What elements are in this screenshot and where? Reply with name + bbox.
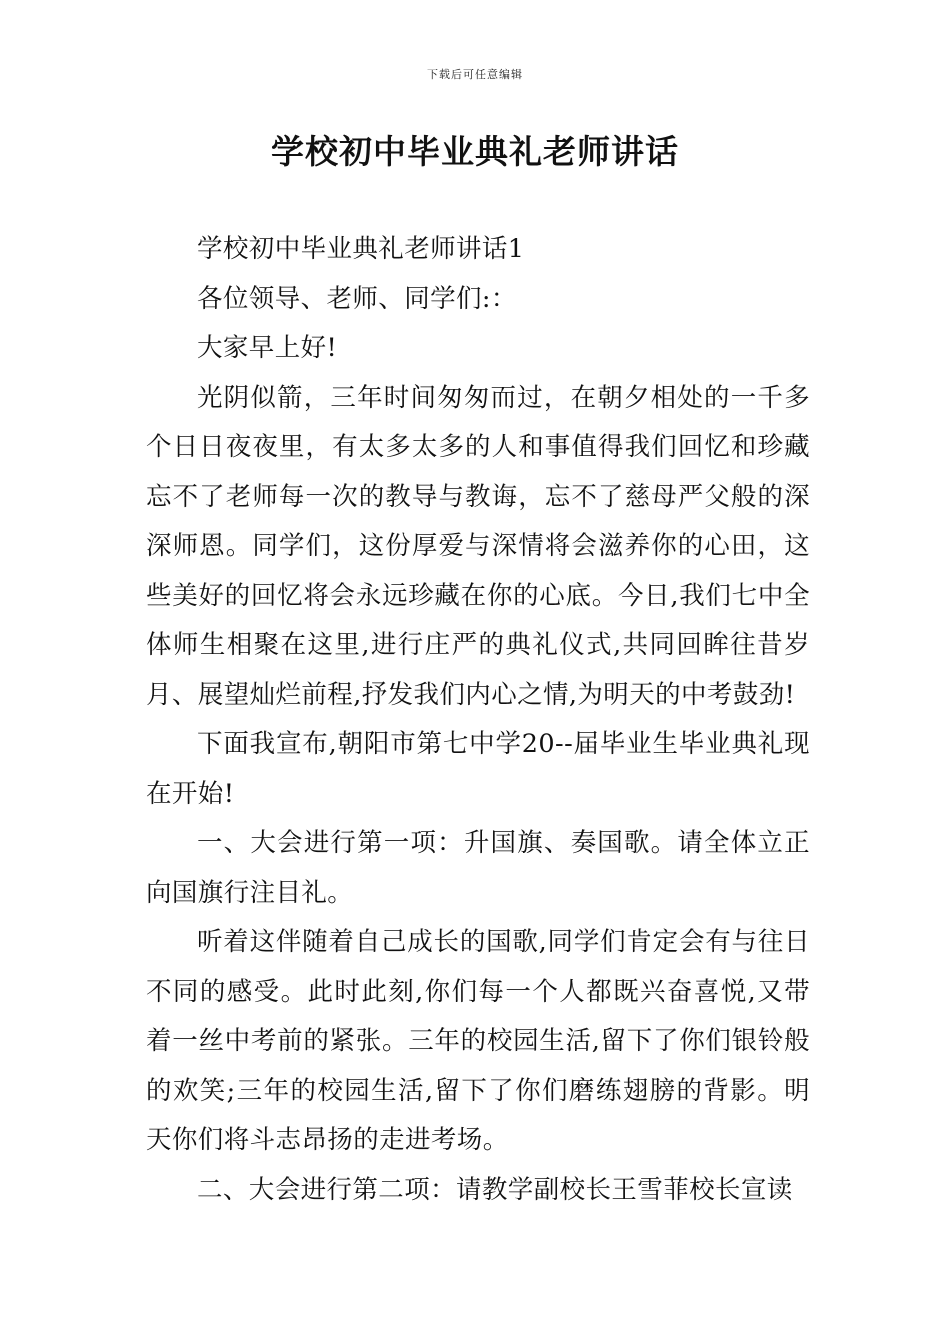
paragraph-salutation: 各位领导、老师、同学们:： bbox=[197, 283, 517, 314]
paragraph-announcement: 下面我宣布,朝阳市第七中学20--届毕业生毕业典礼现在开始! bbox=[146, 729, 810, 809]
paragraph-anthem-reflection: 听着这伴随着自己成长的国歌,同学们肯定会有与往日不同的感受。此时此刻,你们每一个人都既兴奋喜悦,又带着一丝中考前的紧张。三年的校园生活,留下了你们银铃般的欢笑;三年的校园生活,留下了你们磨练翅膀的背影。明天你们将斗志昂扬的走进考场。 bbox=[146, 927, 810, 1155]
paragraph-opening: 光阴似箭，三年时间匆匆而过，在朝夕相处的一千多个日日夜夜里，有太多太多的人和事值得我们回忆和珍藏忘不了老师每一次的教导与教诲，忘不了慈母严父般的深深师恩。同学们，这份厚爱与深情将会滋养你的心田，这些美好的回忆将会永远珍藏在你的心底。今日,我们七中全体师生相聚在这里,进行庄严的典礼仪式,共同回眸往昔岁月、展望灿烂前程,抒发我们内心之情,为明天的中考鼓劲! bbox=[146, 382, 810, 710]
document-body bbox=[146, 225, 810, 1215]
paragraph-item-one: 一、大会进行第一项：升国旗、奏国歌。请全体立正向国旗行注目礼。 bbox=[146, 828, 810, 908]
document-title: 学校初中毕业典礼老师讲话 bbox=[271, 132, 679, 171]
paragraph-greeting: 大家早上好! bbox=[197, 333, 338, 363]
header-note: 下载后可任意编辑 bbox=[427, 68, 523, 81]
paragraph-subtitle: 学校初中毕业典礼老师讲话1 bbox=[197, 234, 525, 264]
paragraph-item-two: 二、大会进行第二项：请教学副校长王雪菲校长宣读 bbox=[197, 1174, 793, 1205]
